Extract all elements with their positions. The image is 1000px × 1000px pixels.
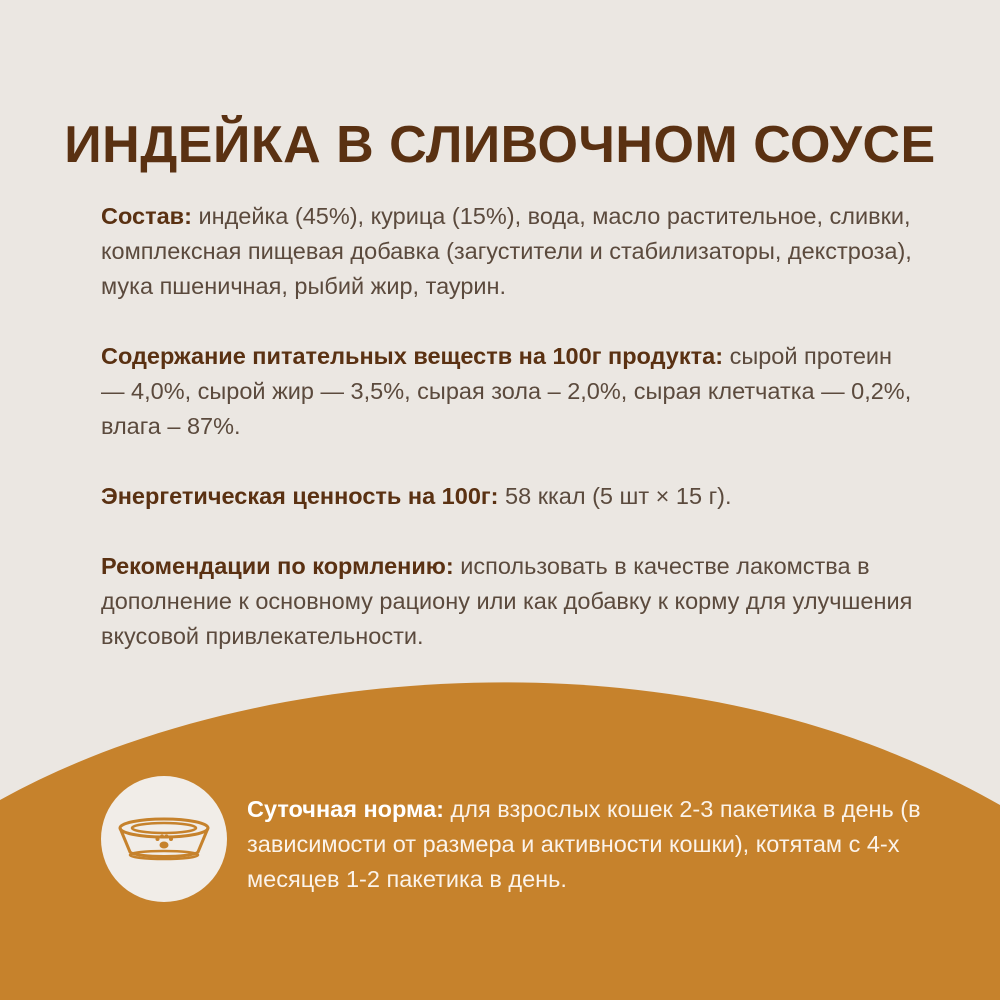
daily-norm-label: Суточная норма:: [247, 796, 445, 822]
daily-norm-text-block: [247, 792, 967, 897]
nutrients-label: Содержание питательных веществ на 100г продукта:: [101, 343, 724, 369]
feeding-text: использовать в качестве лакомства в дополнение к основному рациону или как добавку к корму для улучшения вкусовой привлекательности.: [101, 553, 913, 649]
energy-text: 58 ккал (5 шт × 15 г).: [498, 483, 732, 509]
composition-label: Состав:: [101, 203, 192, 229]
energy-label: Энергетическая ценность на 100г:: [101, 483, 499, 509]
page-title: ИНДЕЙКА В СЛИВОЧНОМ СОУСЕ: [64, 115, 936, 174]
bowl-icon-circle: [101, 776, 227, 902]
feeding-label: Рекомендации по кормлению:: [101, 553, 454, 579]
daily-norm-text: для взрослых кошек 2-3 пакетика в день (в зависимости от размера и активности кошки), котятам с 4-х месяцев 1-2 пакетика в день.: [247, 796, 921, 892]
composition-text: индейка (45%), курица (15%), вода, масло растительное, сливки, комплексная пищевая добавка (загустители и стабилизаторы, декстроза), мука пшеничная, рыбий жир, таурин.: [101, 203, 912, 299]
pet-bowl-icon: [101, 776, 227, 902]
nutrients-text: сырой протеин — 4,0%, сырой жир — 3,5%, сырая зола – 2,0%, сырая клетчатка — 0,2%, влага – 87%.: [101, 343, 912, 439]
